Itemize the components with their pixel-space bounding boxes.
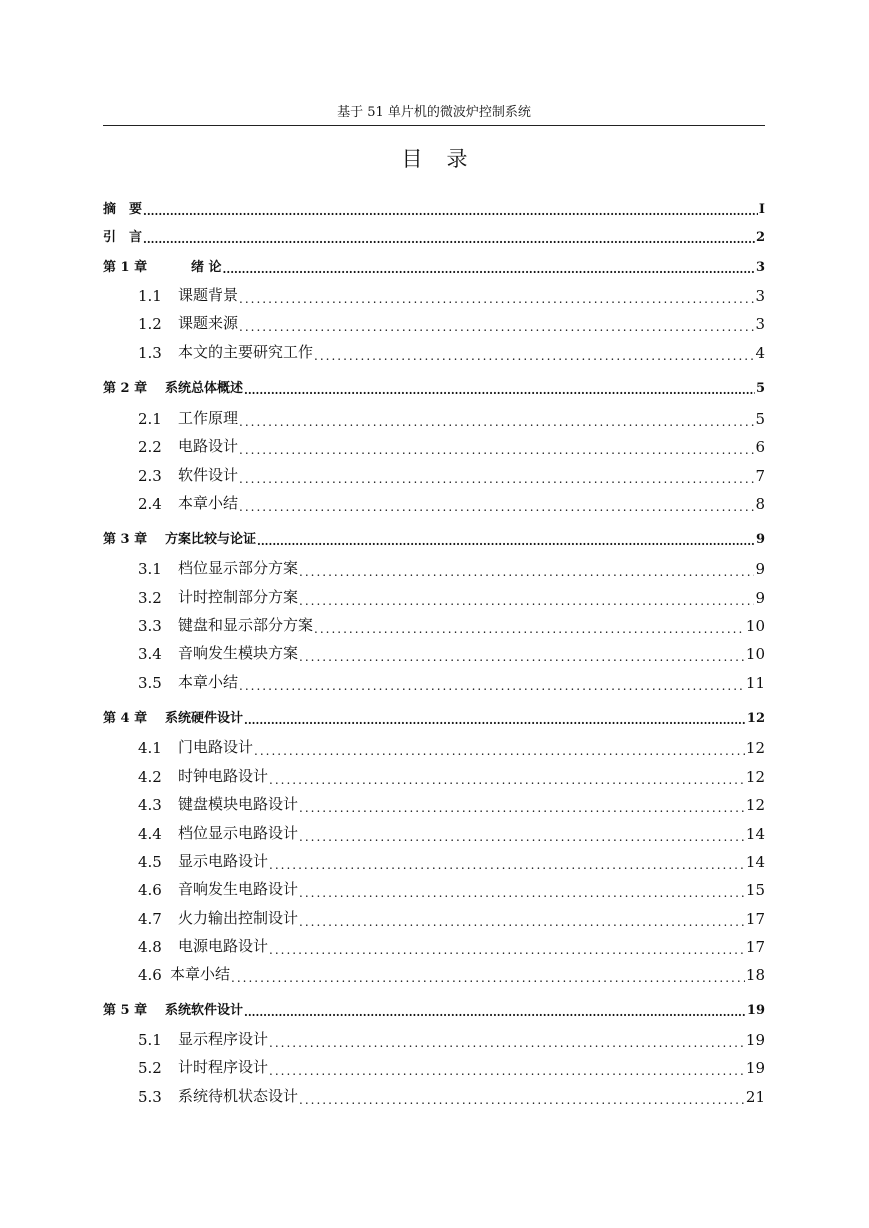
toc-dot-leader [299,648,745,663]
toc-page-number: 8 [755,495,765,513]
toc-section-entry[interactable] [103,849,765,871]
toc-page-number: 18 [745,966,765,984]
toc-entry-title: 显示程序设计 [178,1030,269,1048]
toc-page-number: 3 [755,260,765,275]
toc-dot-leader [223,262,755,275]
toc-section-entry[interactable] [103,340,765,362]
toc-dot-leader [269,1062,745,1077]
toc-entry-number: 5.2 [138,1059,162,1077]
toc-dot-leader [299,913,745,928]
toc-entry-number: 4.5 [138,853,162,871]
toc-page-number: 15 [745,881,765,899]
toc-dot-leader [269,941,745,956]
toc-entry-number: 4.8 [138,938,162,956]
toc-entry-title: 时钟电路设计 [178,767,269,785]
toc-entry-number: 1.3 [138,344,162,362]
toc-dot-leader [314,620,745,635]
toc-page-number: 21 [745,1088,765,1106]
toc-entry-number: 4.3 [138,796,162,814]
toc-section-entry[interactable] [103,792,765,814]
toc-dot-leader [244,383,755,396]
toc-page-number: 7 [755,467,765,485]
toc-dot-leader [231,969,745,984]
toc-entry-number: 3.5 [138,674,162,692]
toc-dot-leader [239,498,754,513]
toc-dot-leader [239,441,754,456]
toc-entry-number: 第 5 章 [103,1003,148,1018]
toc-section-entry[interactable] [103,735,765,757]
toc-entry-title: 火力输出控制设计 [178,909,299,927]
toc-dot-leader [244,1005,746,1018]
toc-page-number: 10 [745,617,765,635]
toc-page-number: 19 [745,1031,765,1049]
toc-dot-leader [143,232,755,245]
toc-entry-number: 4.2 [138,768,162,786]
toc-page-number: 14 [745,853,765,871]
toc-page-number: 5 [755,381,765,396]
toc-entry-number: 2.4 [138,495,162,513]
toc-entry-number: 3.1 [138,560,162,578]
toc-section-entry[interactable] [103,1084,765,1106]
toc-entry-number: 1.2 [138,315,162,333]
toc-section-entry[interactable] [103,764,765,786]
toc-dot-leader [244,713,746,726]
toc-page-number: 17 [745,938,765,956]
toc-entry-title: 本章小结 [178,494,239,512]
toc-page-number: 9 [755,589,765,607]
toc-chapter-entry[interactable] [103,255,765,275]
toc-entry-title: 本章小结 [178,673,239,691]
toc-section-entry[interactable] [103,491,765,513]
toc-section-entry[interactable] [103,556,765,578]
toc-page-number: 3 [755,315,765,333]
toc-page-number: 12 [745,739,765,757]
header-rule [103,125,765,126]
toc-entry-title: 门电路设计 [178,738,254,756]
toc-entry-title: 档位显示部分方案 [178,559,299,577]
page-title: 目录 [401,147,492,171]
toc-entry-number: 4.7 [138,910,162,928]
toc-dot-leader [143,204,758,217]
toc-page-number: 19 [746,1003,765,1018]
toc-entry-title: 计时控制部分方案 [178,588,299,606]
toc-dot-leader [299,799,745,814]
toc-entry-title: 本文的主要研究工作 [178,343,314,361]
toc-entry-title: 课题来源 [178,314,239,332]
toc-dot-leader [239,677,745,692]
toc-dot-leader [257,534,755,547]
toc-page-number: 14 [745,825,765,843]
toc-page-number: 3 [755,287,765,305]
toc-entry-number: 第 3 章 [103,532,148,547]
toc-section-entry[interactable] [103,906,765,928]
toc-dot-leader [239,413,754,428]
toc-entry-number: 4.4 [138,825,162,843]
toc-page-number: 11 [745,674,765,692]
toc-dot-leader [239,318,754,333]
toc-dot-leader [269,856,745,871]
toc-dot-leader [239,290,754,305]
running-header: 基于 51 单片机的微波炉控制系统 [337,105,531,120]
toc-entry-title: 档位显示电路设计 [178,824,299,842]
toc-section-entry[interactable] [103,311,765,333]
toc-page-number: 12 [745,796,765,814]
toc-entry-title: 系统总体概述 [165,381,244,396]
toc-section-entry[interactable] [103,1055,765,1077]
toc-page-number: 17 [745,910,765,928]
toc-entry-title: 系统待机状态设计 [178,1087,299,1105]
toc-entry-number: 第 1 章 [103,260,148,275]
toc-chapter-entry[interactable] [103,225,765,245]
toc-dot-leader [299,884,745,899]
toc-page-number: 9 [755,560,765,578]
toc-entry-title: 系统软件设计 [165,1003,244,1018]
toc-chapter-entry[interactable] [103,706,765,726]
toc-entry-number: 2.3 [138,467,162,485]
toc-entry-number: 引 言 [103,230,143,245]
toc-dot-leader [314,347,754,362]
toc-section-entry[interactable] [103,641,765,663]
toc-page-number: 12 [746,711,765,726]
toc-entry-title: 工作原理 [178,409,239,427]
toc-entry-number: 4.6 [138,966,162,984]
toc-page-number: I [758,202,765,217]
toc-entry-title: 音响发生模块方案 [178,644,299,662]
toc-dot-leader [299,563,754,578]
toc-entry-number: 2.1 [138,410,162,428]
toc-section-entry[interactable] [103,877,765,899]
toc-entry-title: 方案比较与论证 [165,532,257,547]
toc-chapter-entry[interactable] [103,376,765,396]
toc-entry-title: 键盘模块电路设计 [178,795,299,813]
toc-entry-title: 电源电路设计 [178,937,269,955]
toc-entry-title: 音响发生电路设计 [178,880,299,898]
toc-entry-title: 电路设计 [178,437,239,455]
toc-entry-title: 键盘和显示部分方案 [178,616,314,634]
toc-entry-title: 课题背景 [178,286,239,304]
toc-section-entry[interactable] [103,934,765,956]
toc-page-number: 9 [755,532,765,547]
toc-entry-title: 系统硬件设计 [165,711,244,726]
toc-dot-leader [269,1034,745,1049]
toc-chapter-entry[interactable] [103,197,765,217]
toc-dot-leader [299,1091,745,1106]
toc-section-entry[interactable] [103,613,765,635]
toc-section-entry[interactable] [103,283,765,305]
toc-chapter-entry[interactable] [103,998,765,1018]
toc-section-entry[interactable] [103,821,765,843]
toc-section-entry[interactable] [103,406,765,428]
toc-section-entry[interactable] [103,962,765,984]
toc-entry-number: 摘 要 [103,202,143,217]
toc-dot-leader [254,742,745,757]
toc-entry-number: 5.3 [138,1088,162,1106]
toc-page-number: 12 [745,768,765,786]
toc-dot-leader [299,592,754,607]
toc-page-number: 4 [755,344,765,362]
toc-dot-leader [299,828,745,843]
toc-entry-title: 本章小结 [170,965,231,983]
toc-section-entry[interactable] [103,670,765,692]
toc-entry-number: 2.2 [138,438,162,456]
toc-entry-title: 计时程序设计 [178,1058,269,1076]
toc-page-number: 5 [755,410,765,428]
toc-page-number: 10 [745,645,765,663]
toc-entry-number: 3.3 [138,617,162,635]
toc-chapter-entry[interactable] [103,527,765,547]
toc-section-entry[interactable] [103,463,765,485]
toc-entry-title: 绪 论 [165,260,222,275]
toc-page-number: 2 [755,230,765,245]
toc-page-number: 19 [745,1059,765,1077]
toc-dot-leader [239,470,754,485]
toc-section-entry[interactable] [103,585,765,607]
toc-entry-number: 3.2 [138,589,162,607]
toc-entry-title: 软件设计 [178,466,239,484]
toc-entry-number: 1.1 [138,287,162,305]
toc-entry-title: 显示电路设计 [178,852,269,870]
toc-entry-number: 4.1 [138,739,162,757]
toc-entry-number: 第 2 章 [103,381,148,396]
toc-entry-number: 3.4 [138,645,162,663]
toc-section-entry[interactable] [103,1027,765,1049]
toc-entry-number: 5.1 [138,1031,162,1049]
toc-entry-number: 第 4 章 [103,711,148,726]
toc-dot-leader [269,771,745,786]
toc-section-entry[interactable] [103,434,765,456]
toc-entry-number: 4.6 [138,881,162,899]
toc-page-number: 6 [755,438,765,456]
